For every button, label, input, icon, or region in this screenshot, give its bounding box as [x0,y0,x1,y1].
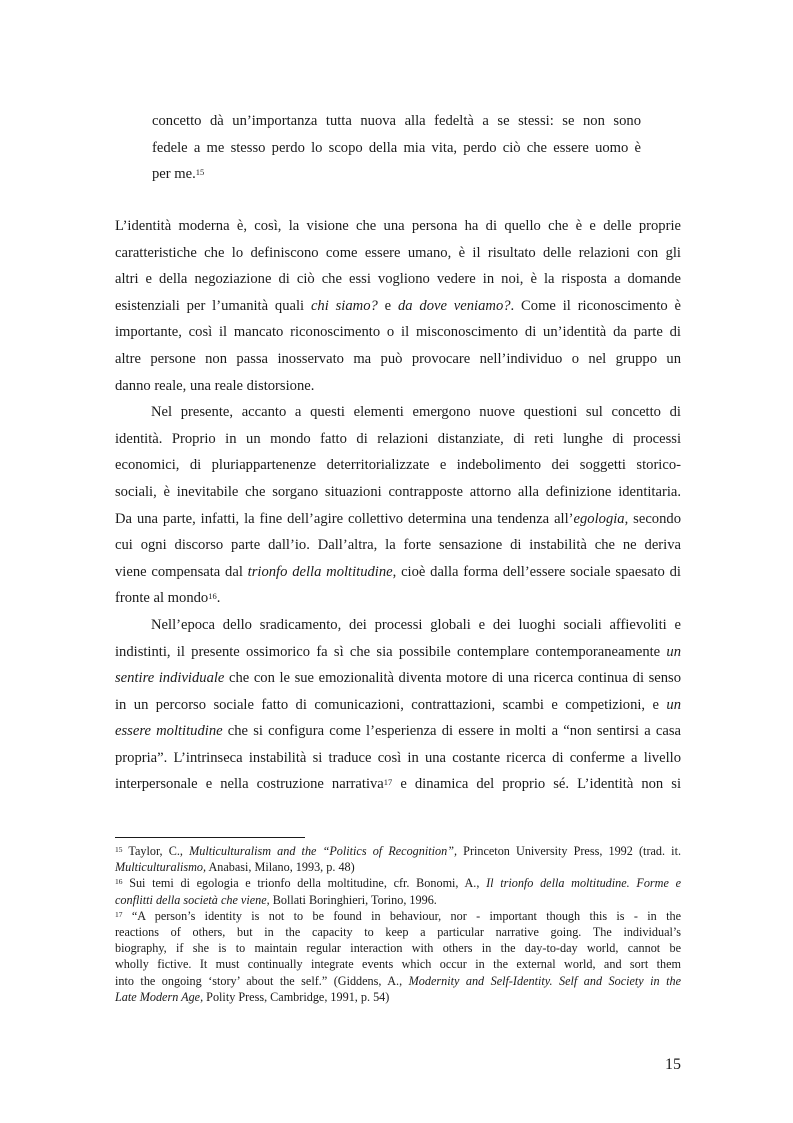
text-span: interpersonale e nella costruzione narrativa [115,776,384,793]
text-span: in un percorso sociale fatto di comunicazioni, contrattazioni, scambi e competizioni, e [115,696,667,713]
italic-text: egologia [573,510,625,527]
text-span: Princeton University Press, 1992 (trad. it. [457,844,682,858]
text-span: into the ongoing ‘story’ about the self.” (Giddens, A., [115,973,409,988]
text-span: Sui temi di egologia e trionfo della moltitudine, cfr. Bonomi, A., [122,876,487,891]
paragraph-2-line: sociali, è inevitabile che sorgano situazioni contrapposte attorno alla definizione identitaria. [115,483,681,500]
paragraph-1-line: importante, così il mancato riconoscimento o il misconoscimento di un’identità da parte di [115,324,681,341]
footnote-line [115,989,681,1005]
paragraph-3-line: propria”. L’intrinseca instabilità si traduce così in una costante ricerca di conferme a livello [115,749,681,766]
footnote-line [115,908,681,924]
paragraph-2-line [115,559,681,586]
footnote-ref-15[interactable]: 15 [195,167,205,177]
footnote-line [115,875,681,891]
paragraph-1-line: altri e della negoziazione di ciò che essi vogliono vedere in noi, è la risposta a domande [115,271,681,288]
paragraph-1-line: L’identità moderna è, così, la visione che una persona ha di quello che è e delle proprie [115,218,681,234]
italic-text: Multiculturalism and the “Politics of Recognition”, [189,844,458,858]
text-span: che si configura come l’esperienza di essere in molti a “non sentirsi a casa [222,723,681,740]
footnote-number: 17 [115,909,123,919]
text-span: Anabasi, Milano, 1993, p. 48) [206,860,355,875]
footnote-ref-16[interactable]: 16 [208,591,217,602]
quote-line: concetto dà un’importanza tutta nuova alla fedeltà a se stessi: se non sono [152,113,641,129]
italic-text: chi siamo? [310,297,378,314]
footnote-15 [115,843,681,875]
text-span: che con le sue emozionalità diventa motore di una ricerca continua di senso [224,670,682,687]
footnote-line [115,892,681,908]
paragraph-3-line [115,665,681,692]
paragraph-2-line [115,585,681,612]
paragraph-2-line: cui ogni discorso parte dall’io. Dall’altra, la forte sensazione di instabilità che ne deriva [115,537,681,554]
paragraph-2-line [115,506,681,533]
italic-text: conflitti della società che viene, [115,892,270,907]
footnote-number: 15 [115,845,123,854]
italic-text: Late Modern Age, [115,989,204,1004]
footnote-line [115,843,681,859]
text-span: e [377,297,398,314]
text-span: Taylor, C., [122,844,190,858]
text-span: Bollati Boringhieri, Torino, 1996. [269,892,437,907]
text-span: Polity Press, Cambridge, 1991, p. 54) [203,989,390,1004]
footnote-ref-17[interactable]: 17 [383,777,393,788]
footnotes [115,843,681,1005]
paragraph-1-line: altre persone non passa inosservato ma può provocare nell’individuo o nel gruppo un [115,350,681,367]
paragraph-3-line [115,771,681,798]
paragraph-2-line: Nel presente, accanto a questi elementi emergono nuove questioni sul concetto di [151,404,681,421]
text-span: , secondo [624,510,681,527]
quote-line-last [152,161,641,188]
paragraph-2-line: economici, di pluriappartenenze deterritorializzate e indebolimento dei soggetti storico- [115,457,681,474]
quote-line: fedele a me stesso perdo lo scopo della mia vita, perdo ciò che essere uomo è [152,139,641,156]
paragraph-3-line [115,718,681,745]
italic-text: Multiculturalismo, [115,860,207,875]
italic-text: un [666,643,681,660]
footnote-line: biography, if she is to maintain regular interaction with others in the day-to-day world, cannot be [115,941,681,956]
italic-text: sentire individuale [115,670,225,687]
quote-text: per me. [152,166,196,182]
footnote-line [115,973,681,989]
footnote-16 [115,875,681,907]
italic-text: Modernity and Self-Identity. Self and Society in the [408,973,682,988]
paragraph-1-line: danno reale, una reale distorsione. [115,377,315,394]
text-span: . Come il riconoscimento è [510,297,681,314]
text-span: indistinti, il presente ossimorico fa sì che sia possibile contemplare contemporaneamente [115,643,667,660]
footnote-line: reactions of others, but in the capacity to keep a particular narrative going. The individual’s [115,925,681,940]
italic-text: Il trionfo della moltitudine. Forme e [486,876,681,891]
text-span: viene compensata dal [115,563,248,580]
text-span: . [216,590,221,607]
italic-text: trionfo della moltitudine [247,563,393,580]
paragraph-3-line [115,692,681,719]
paragraph-2-line: identità. Proprio in un mondo fatto di relazioni distanziate, di reti lunghe di processi [115,430,681,447]
paragraph-1-line: caratteristiche che lo definiscono come essere umano, è il risultato delle relazioni con gli [115,244,681,261]
italic-text: essere moltitudine [115,723,223,740]
paragraph-3-line [115,639,681,666]
paragraph-1-line [115,293,681,320]
text-span: Da una parte, infatti, la fine dell’agire collettivo determina una tendenza all’ [115,510,574,527]
footnote-separator [115,837,305,838]
text-span: e dinamica del proprio sé. L’identità non si [392,776,682,793]
text-span: “A person’s identity is not to be found in behaviour, nor - important though this is - in the [122,908,681,923]
footnote-number: 16 [115,877,123,887]
italic-text: da dove veniamo? [397,297,511,314]
text-span: fronte al mondo [115,590,209,607]
footnote-line: wholly fictive. It must continually integrate events which occur in the external world, and sort them [115,957,681,972]
text-span: , cioè dalla forma dell’essere sociale spaesato di [392,563,681,580]
footnote-17 [115,908,681,1005]
footnote-line [115,859,681,875]
text-span: esistenziali per l’umanità quali [115,297,311,314]
block-quote [152,108,641,188]
paragraph-3-line: Nell’epoca dello sradicamento, dei processi globali e dei luoghi sociali affievoliti e [151,616,681,633]
italic-text: un [666,696,681,713]
page-number: 15 [665,1056,681,1073]
body-text [115,213,681,798]
